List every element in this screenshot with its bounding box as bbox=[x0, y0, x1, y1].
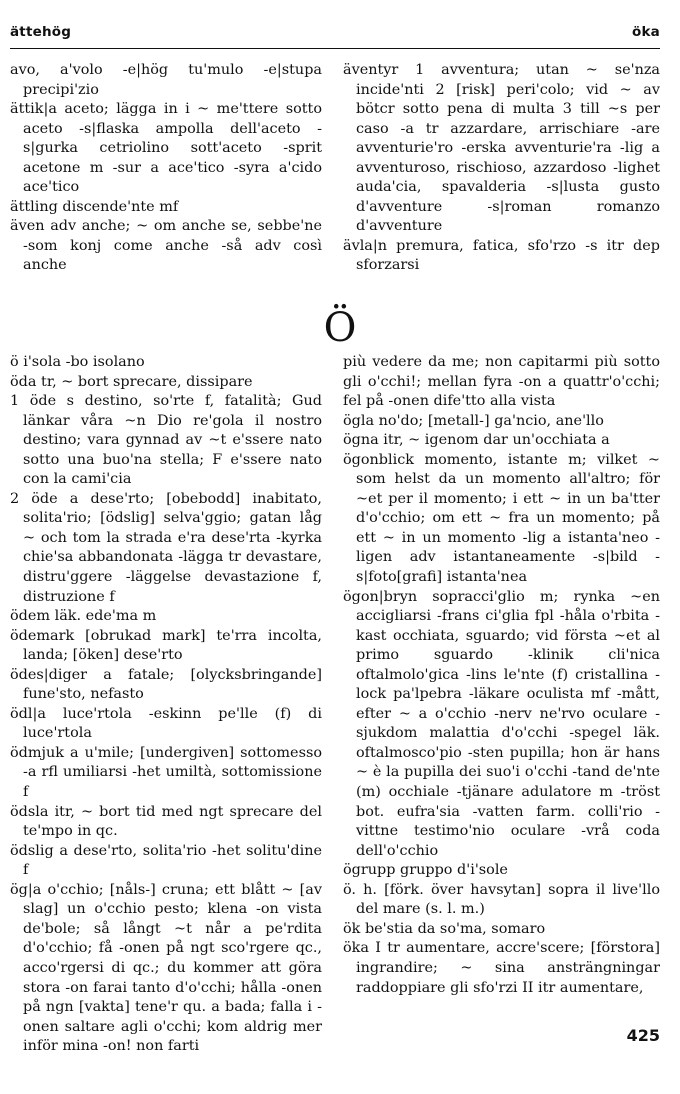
dictionary-entry: ög|a o'cchio; [nåls-] cruna; ett blått ~ [av slag] un o'cchio pesto; klena -on vista de'bole; så långt ~t når a pe'rdita d'o'cchio; få -onen på ngt sco'rgere qc., acco'rgersi di qc.; du kommer att göra stora -on farai tanto d'o'cchi; hålla -onen på ngn [vakta] tene'r qu. a bada; falla i -onen saltare agli o'cchi; kom aldrig mer inför mina -on! non farti bbox=[10, 881, 322, 1055]
dictionary-entry: ödemark [obrukad mark] te'rra incolta, landa; [öken] dese'rto bbox=[10, 627, 322, 664]
guide-word-right: öka bbox=[632, 24, 660, 40]
dictionary-entry: ögna itr, ~ igenom dar un'occhiata a bbox=[343, 432, 610, 449]
dictionary-entry: ödem läk. ede'ma m bbox=[10, 608, 157, 625]
dictionary-entry: ödmjuk a u'mile; [undergiven] sottomesso -a rfl umiliarsi -het umiltà, sottomissione f bbox=[10, 744, 322, 801]
dictionary-entry: ögon|bryn sopracci'glio m; rynka ~en accigliarsi -frans ci'glia fpl -håla o'rbita -kast occhiata, sguardo; vid första ~et al primo sguardo -klinik cli'nica oftalmolo'gica -lins le'nte (f) cristallina -lock pa'lpebra -läkare oculista mf -mått, efter ~ a o'cchio -nerv ne'rvo oculare -sjukdom malattia d'o'cchi -spegel läk. oftalmosco'pio -sten pupilla; hon är hans ~ è la pupilla dei suo'i o'cchi -tand de'nte (m) occhiale -tjänare adulatore m -tröst bot. eufra'sia -vatten farm. colli'rio -vittne testimo'nio oculare -vrå coda dell'o'cchio bbox=[343, 588, 660, 859]
dictionary-entry: ödsla itr, ~ bort tid med ngt sprecare del te'mpo in qc. bbox=[10, 803, 322, 840]
column-bottom-left bbox=[10, 353, 322, 1057]
page-number: 425 bbox=[626, 1026, 660, 1045]
dictionary-entry: ögrupp gruppo d'i'sole bbox=[343, 862, 508, 879]
section-letter: Ö bbox=[323, 305, 357, 351]
dictionary-entry: öka I tr aumentare, accre'scere; [förstora] ingrandire; ~ sina ansträngningar raddoppiare gli sfo'rzi II itr aumentare, bbox=[343, 940, 660, 996]
dictionary-entry: ödes|diger a fatale; [olycksbringande] fune'sto, nefasto bbox=[10, 666, 322, 703]
dictionary-entry: äventyr 1 avventura; utan ~ se'nza incide'nti 2 [risk] peri'colo; vid ~ av bötcr sotto pena di multa 3 till ~s per caso -a tr azzardare, arrischiare -are avventurie'ro -erska avventurie'ra -lig a avventuroso, rischioso, azzardoso -lighet auda'cia, spavalderia -s|lusta gusto d'avventure -s|roman romanzo d'avventure bbox=[343, 62, 660, 235]
dictionary-entry: öda tr, ~ bort sprecare, dissipare bbox=[10, 373, 253, 390]
header-rule bbox=[10, 48, 660, 49]
dictionary-entry: ättling discende'nte mf bbox=[10, 198, 179, 215]
column-bottom-right bbox=[343, 353, 660, 998]
dictionary-entry: 2 öde a dese'rto; [obebodd] inabitato, solita'rio; [ödslig] selva'ggio; gatan låg ~ och tom la strada e'ra dese'rta -kyrka chie'sa abbandonata -lägga tr devastare, distru'ggere -läggelse devastazione f, distruzione f bbox=[10, 490, 322, 605]
dictionary-entry: ödslig a dese'rto, solita'rio -het solitu'dine f bbox=[10, 842, 322, 879]
dictionary-entry: ö i'sola -bo isolano bbox=[10, 354, 145, 370]
dictionary-entry: även adv anche; ~ om anche se, sebbe'ne -som konj come anche -så adv così anche bbox=[10, 218, 322, 274]
dictionary-entry: ättik|a aceto; lägga in i ~ me'ttere sotto aceto -s|flaska ampolla dell'aceto -s|gurka cetriolino sott'aceto -sprit acetone m -sur a ace'tico -syra a'cido ace'tico bbox=[10, 101, 322, 196]
dictionary-entry: ögla no'do; [metall-] ga'ncio, ane'llo bbox=[343, 412, 604, 429]
column-top-right bbox=[343, 61, 660, 276]
guide-word-left: ättehög bbox=[10, 24, 72, 40]
dictionary-entry: ödl|a luce'rtola -eskinn pe'lle (f) di luce'rtola bbox=[10, 705, 322, 742]
column-top-left bbox=[10, 61, 322, 276]
dictionary-entry: ök be'stia da so'ma, somaro bbox=[343, 920, 546, 937]
dictionary-entry-continued: più vedere da me; non capitarmi più sotto gli o'cchi!; mellan fyra -on a quattr'o'cchi; fel på -onen dife'tto alla vista bbox=[343, 354, 660, 410]
dictionary-entry: ö. h. [förk. över havsytan] sopra il live'llo del mare (s. l. m.) bbox=[343, 881, 660, 918]
dictionary-entry: avo, a'volo -e|hög tu'mulo -e|stupa precipi'zio bbox=[10, 62, 322, 98]
dictionary-entry: ögonblick momento, istante m; vilket ~ som helst da un momento all'altro; för ~et per il momento; i ett ~ in un ba'tter d'o'cchio; om ett ~ fra un momento; på ett ~ in un momento -lig a istanta'neo -ligen adv istantaneamente -s|bild -s|foto[grafi] istanta'nea bbox=[343, 451, 660, 586]
dictionary-entry: ävla|n premura, fatica, sfo'rzo -s itr dep sforzarsi bbox=[343, 237, 660, 274]
page-header bbox=[0, 0, 680, 48]
dictionary-entry: 1 öde s destino, so'rte f, fatalità; Gud länkar våra ~n Dio re'gola il nostro destino; vara gynnad av ~t e'ssere nato sotto una buo'na stella; F e'ssere nato con la cami'cia bbox=[10, 393, 322, 488]
